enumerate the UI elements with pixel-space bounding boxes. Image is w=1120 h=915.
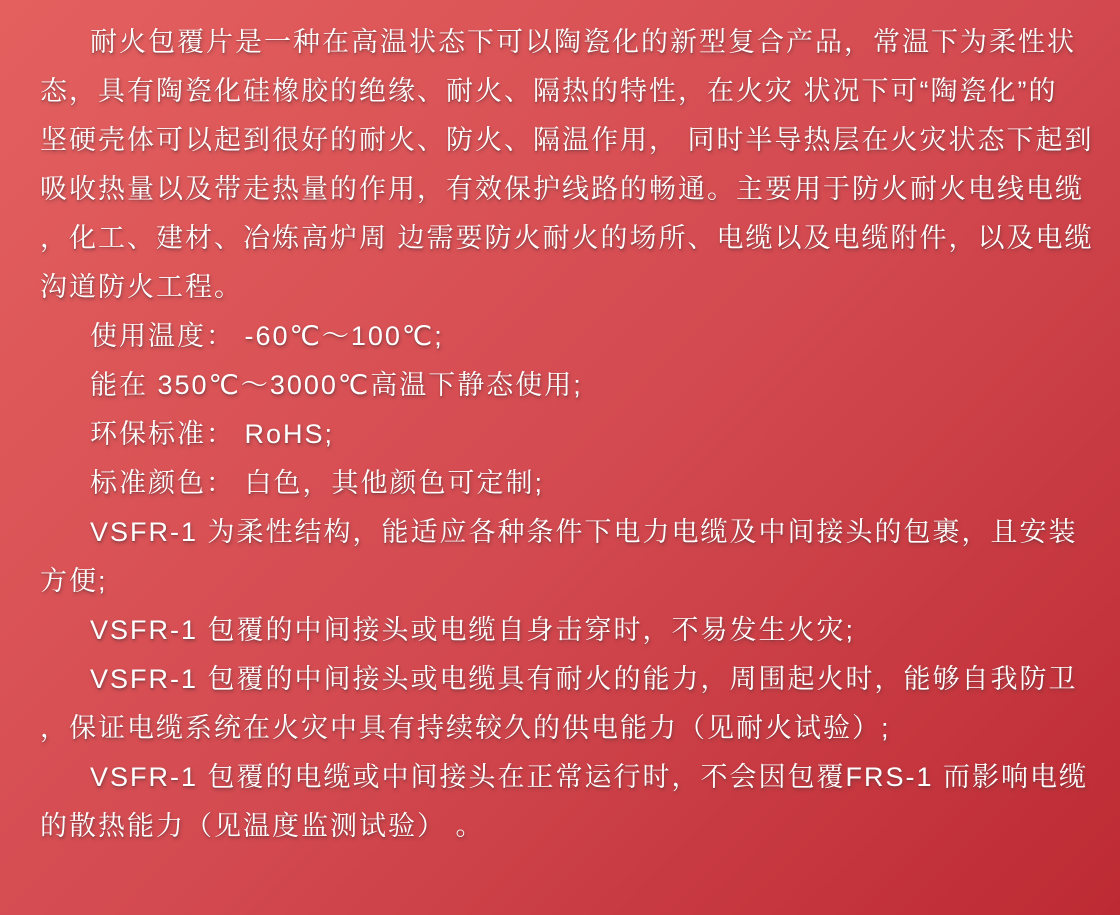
text-line-spec-rohs: 环保标准： RoHS; <box>90 419 335 449</box>
text-line: VSFR-1 包覆的电缆或中间接头在正常运行时，不会因包覆FRS-1 而影响电缆 <box>90 762 1089 792</box>
text-line: 耐火包覆片是一种在高温状态下可以陶瓷化的新型复合产品，常温下为柔性状 <box>90 27 1076 57</box>
text-line: VSFR-1 包覆的中间接头或电缆自身击穿时，不易发生火灾; <box>90 615 856 645</box>
text-line-spec-static-use: 能在 350℃～3000℃高温下静态使用; <box>90 370 583 400</box>
text-line: ，保证电缆系统在火灾中具有持续较久的供电能力（见耐火试验）; <box>40 713 891 743</box>
text-line: 坚硬壳体可以起到很好的耐火、防火、隔温作用， 同时半导热层在火灾状态下起到 <box>40 125 1094 155</box>
text-line: 的散热能力（见温度监测试验） 。 <box>40 811 485 841</box>
text-line: VSFR-1 为柔性结构，能适应各种条件下电力电缆及中间接头的包裹，且安装 <box>90 517 1078 547</box>
text-line: 态，具有陶瓷化硅橡胶的绝缘、耐火、隔热的特性，在火灾 状况下可“陶瓷化”的 <box>40 76 1058 106</box>
text-line: 沟道防火工程。 <box>40 272 243 302</box>
text-line-spec-color: 标准颜色： 白色，其他颜色可定制; <box>90 468 545 498</box>
text-line: 吸收热量以及带走热量的作用，有效保护线路的畅通。主要用于防火耐火电线电缆 <box>40 174 1084 204</box>
text-line: VSFR-1 包覆的中间接头或电缆具有耐火的能力，周围起火时，能够自我防卫 <box>90 664 1078 694</box>
text-line: 方便; <box>40 566 108 596</box>
text-line-spec-temperature: 使用温度： -60℃～100℃; <box>90 321 444 351</box>
text-line: ，化工、建材、冶炼高炉周 边需要防火耐火的场所、电缆以及电缆附件，以及电缆 <box>40 223 1094 253</box>
